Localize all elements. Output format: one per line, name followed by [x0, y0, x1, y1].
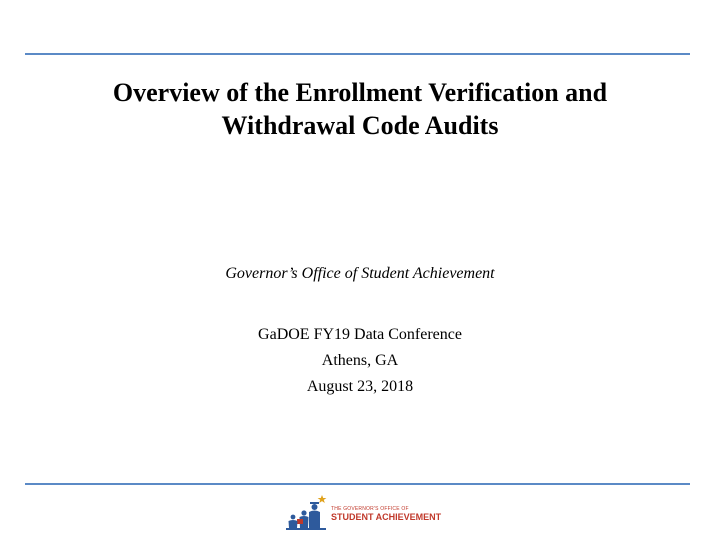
logo-small-text: THE GOVERNOR'S OFFICE OF — [331, 506, 409, 512]
event-info — [60, 322, 660, 400]
logo-big-text: STUDENT ACHIEVEMENT — [331, 512, 442, 522]
gosa-logo — [284, 494, 442, 532]
students-figures-icon — [284, 494, 330, 532]
title-line-2: Withdrawal Code Audits — [221, 111, 499, 140]
event-location: Athens, GA — [321, 352, 399, 369]
event-date: August 23, 2018 — [306, 378, 414, 395]
top-divider — [25, 53, 690, 55]
title-line-1: Overview of the Enrollment Verification and — [112, 78, 608, 107]
event-name: GaDOE FY19 Data Conference — [258, 326, 462, 343]
bottom-divider — [25, 483, 690, 485]
organization-name: Governor’s Office of Student Achievement — [225, 265, 495, 282]
slide-title — [60, 76, 660, 142]
